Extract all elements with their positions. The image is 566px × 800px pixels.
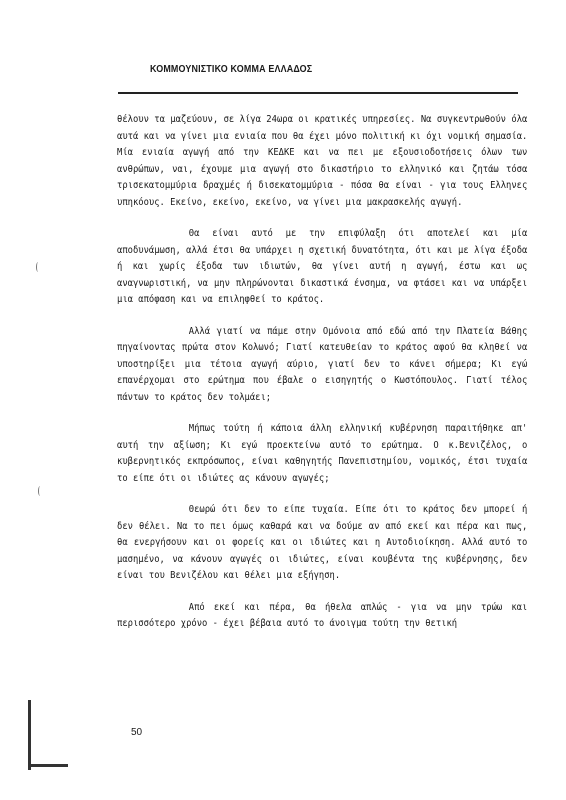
scan-mark [38,486,42,496]
paragraph: Αλλά γιατί να πάμε στην Ομόνοια από εδώ από την Πλατεία Βάθης πηγαίνοντας πρώτα στον Κολωνό; Γιατί κατευθείαν το κράτος αφού θα κληθεί να υποστηρίξει μια τέτοια αγωγή αύριο, γιατί δεν το κάνει σήμερα; Κι εγώ επανέρχομαι στο ερώτημα που έβαλε ο εισηγητής ο Κωστόπουλος. Γιατί τέλος πάντων το κράτος δεν τολμάει; [117,325,528,403]
page-number: 50 [131,727,143,738]
paragraph: Θεωρώ ότι δεν το είπε τυχαία. Είπε ότι το κράτος δεν μπορεί ή δεν θέλει. Να το πει όμως καθαρά και να δούμε αν από εκεί και πέρα και πως, θα ενεργήσουν και οι φορείς και οι ιδιώτες και η Αυτοδιοίκηση. Αλλά αυτό το μασημένο, να κάνουν αγωγές οι ιδιώτες, είναι κουβέντα της κυβέρνησης, δεν είναι του Βενιζέλου και θέλει μια εξήγηση. [117,504,528,581]
paragraph: Θα είναι αυτό με την επιφύλαξη ότι αποτελεί και μία αποδυνάμωση, αλλά έτσι θα υπάρχει η σχετική δυνατότητα, ότι και με λίγα έξοδα ή και χωρίς έξοδα των ιδιωτών, θα γίνει αυτή η αγωγή, έστω και ως αναγνωριστική, να μην πληρώνονται δικαστικά ένσημα, να φτάσει και να υπάρξει μια απόφαση και να επιληφθεί το κράτος. [117,228,528,305]
document-header-title: ΚΟΜΜΟΥΝΙΣΤΙΚΟ ΚΟΜΜΑ ΕΛΛΑΔΟΣ [150,63,313,75]
scan-mark [36,262,40,272]
binding-mark [28,764,68,767]
binding-mark [28,700,31,770]
paragraph: Από εκεί και πέρα, θα ήθελα απλώς - για να μην τρώω και περισσότερο χρόνο - έχει βέβαια αυτό το άνοιγμα τούτη την θετική [117,601,528,629]
paragraph: Μήπως τούτη ή κάποια άλλη ελληνική κυβέρνηση παραιτήθηκε απ' αυτή την αξίωση; Κι εγώ προεκτείνω αυτό το ερώτημα. Ο κ.Βενιζέλος, ο κυβερνητικός εκπρόσωπος, είναι καθηγητής Πανεπιστημίου, νομικός, έτσι τυχαία το είπε ότι οι ιδιώτες ας κάνουν αγωγές; [117,423,528,484]
document-body [117,112,528,648]
paragraph: θέλουν τα μαζεύουν, σε λίγα 24ωρα οι κρατικές υπηρεσίες. Να συγκεντρωθούν όλα αυτά και να γίνει μια ενιαία που θα έχει μόνο πολιτική κι όχι νομική σημασία. Μία ενιαία αγωγή από την ΚΕΔΚΕ και να πει με εξουσιοδοτήσεις όλων των ανθρώπων, ναι, έχουμε μια αγωγή στο δικαστήριο το ελληνικό και ζητάω τόσα τρισεκατομμύρια δραχμές ή δισεκατομμύρια - πόσα θα είναι - για τους Ελληνες υπηκόους. Εκείνο, εκείνο, εκείνο, να γίνει μια μακρασκελής αγωγή. [117,114,528,208]
header-rule [118,92,518,94]
